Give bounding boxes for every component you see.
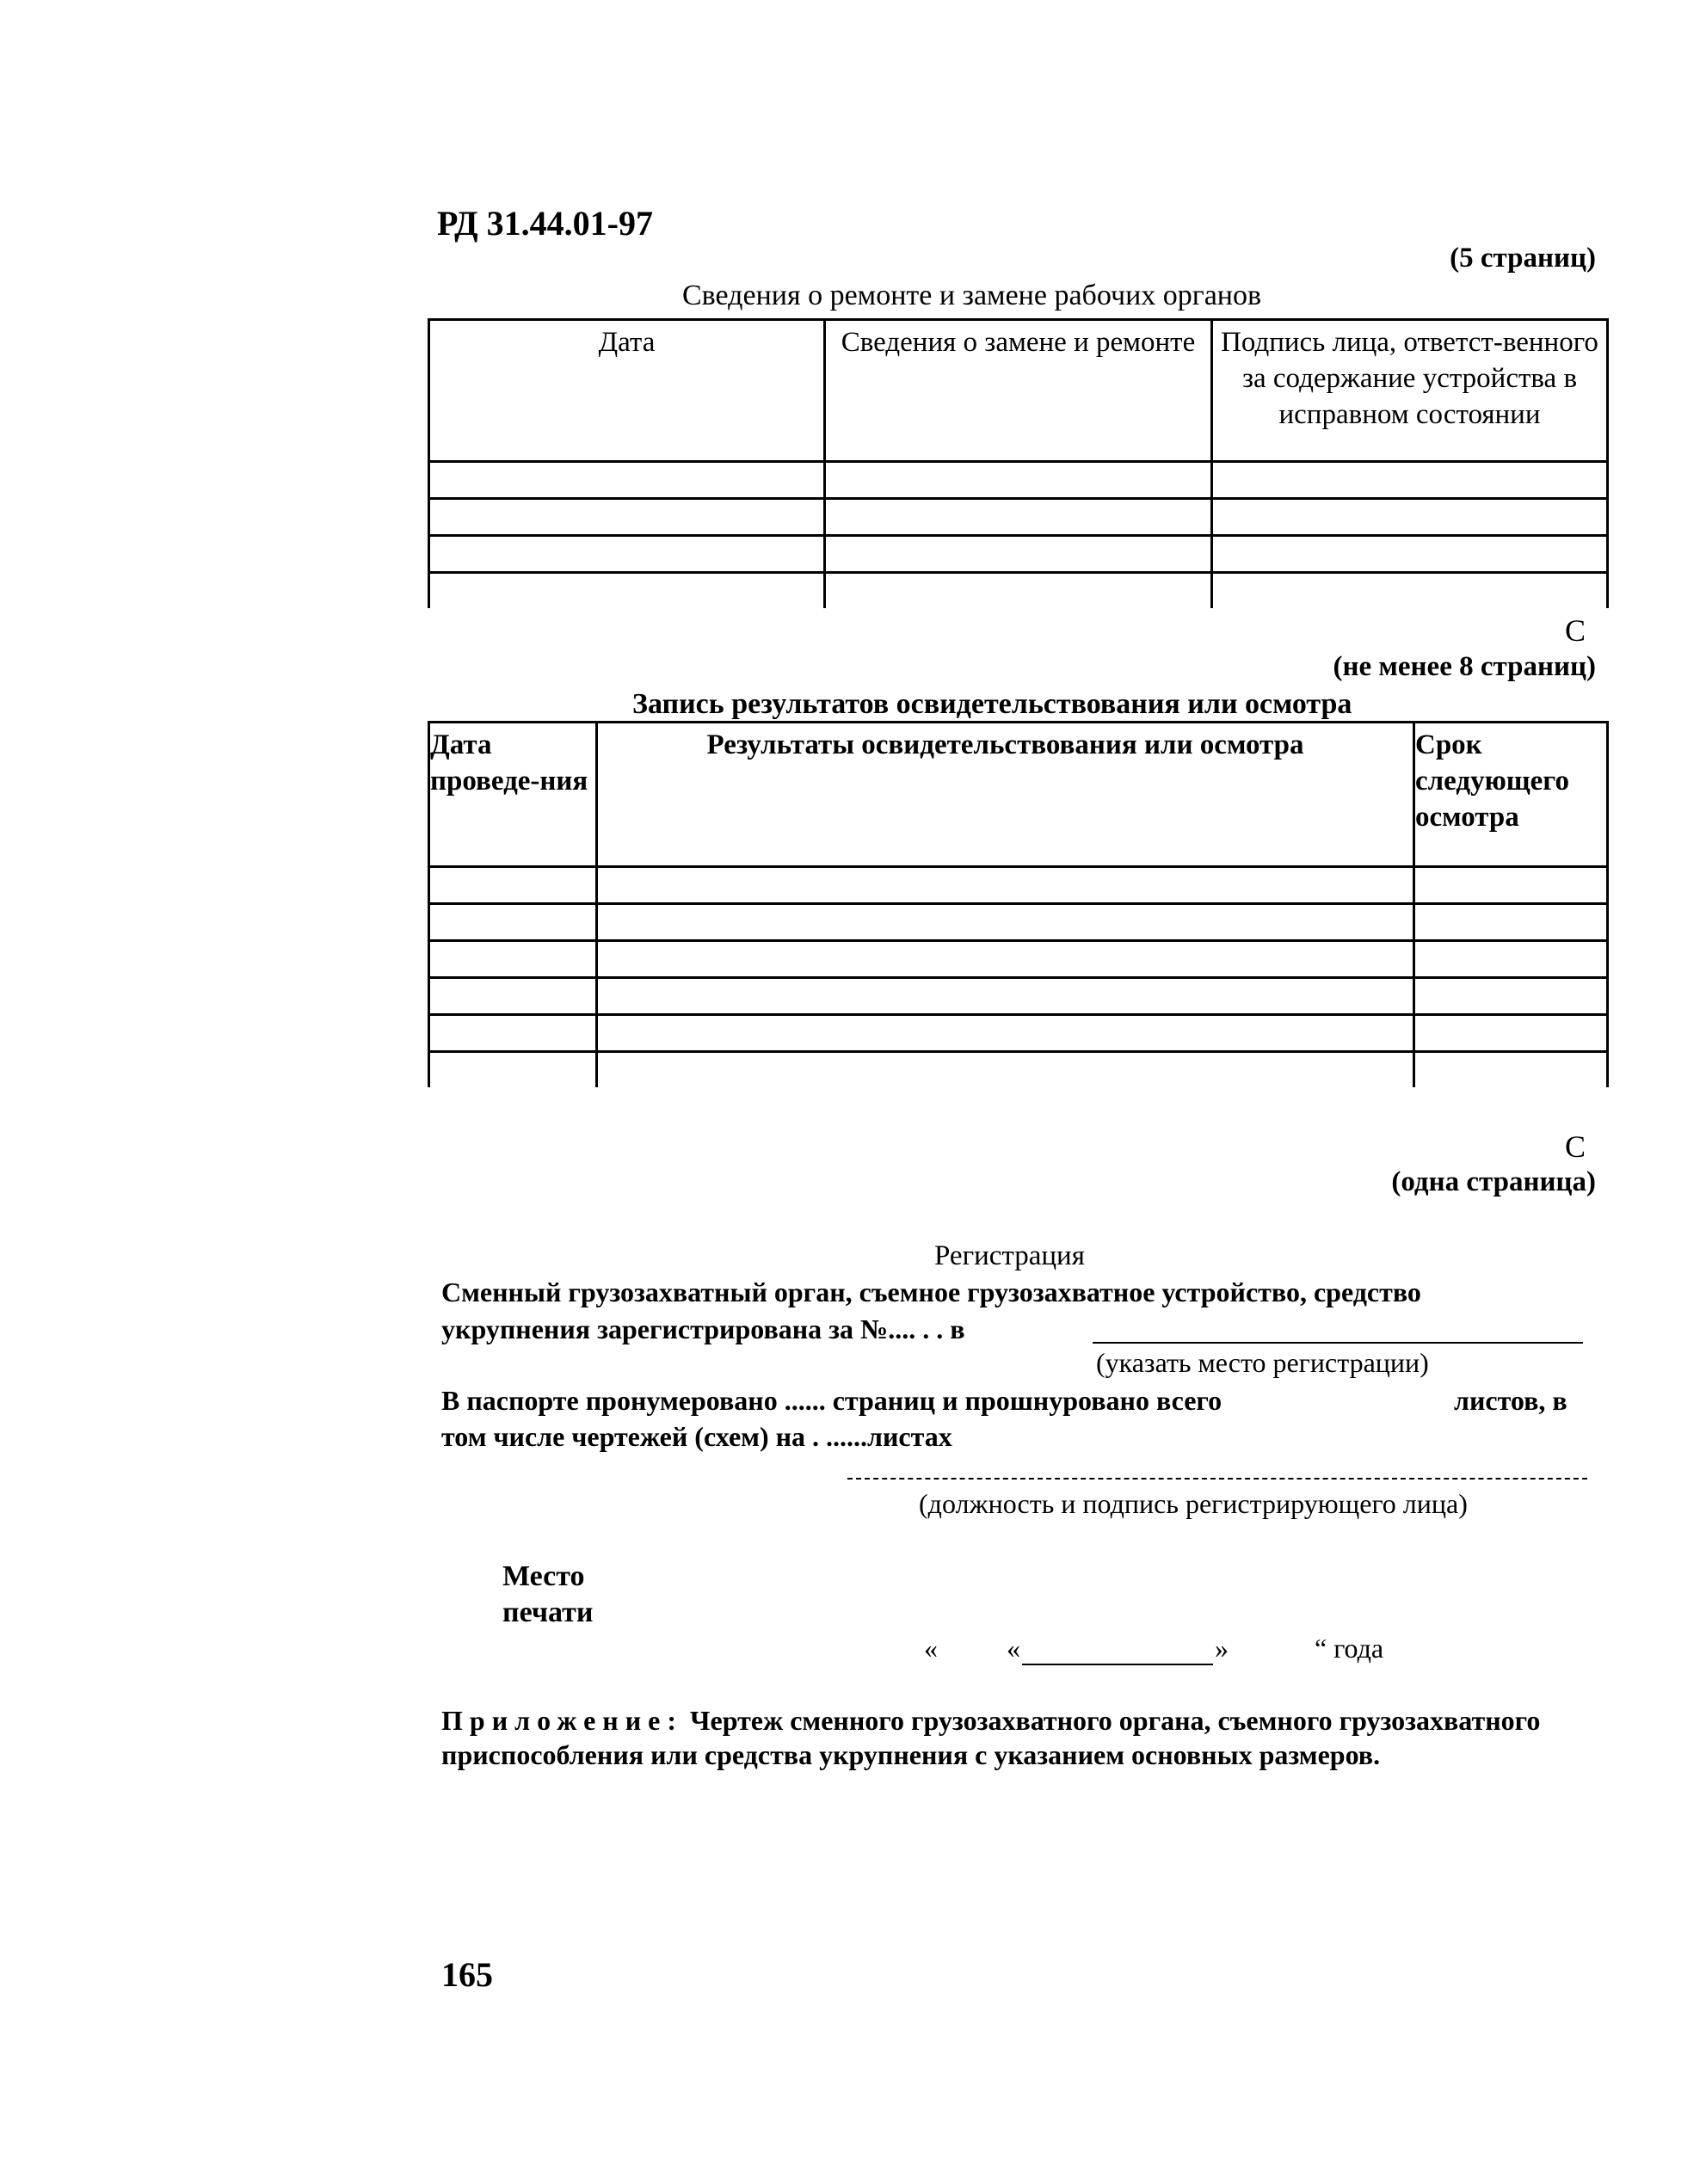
registration-pages-note: (одна страница) [1391, 1166, 1596, 1197]
date-year-label: “ года [1315, 1633, 1384, 1664]
document-code: РД 31.44.01-97 [437, 204, 653, 243]
registrar-signature-hint: (должность и подпись регистрирующего лица) [919, 1488, 1468, 1519]
registration-line-3: В паспорте пронумеровано ...... страниц и прошнуровано всего [441, 1385, 1223, 1416]
table-row [429, 1052, 1608, 1088]
registration-line-1: Сменный грузозахватный орган, съемное грузозахватное устройство, средство [441, 1277, 1421, 1307]
column-header-inspection-results: Результаты освидетельствования или осмотра [597, 723, 1414, 867]
registrar-signature-field[interactable] [847, 1478, 1587, 1480]
date-open-quote: « [924, 1633, 938, 1664]
repairs-table [428, 318, 1609, 608]
column-header-responsible-signature: Подпись лица, ответст-венного за содержание устройства в исправном состоянии [1212, 320, 1608, 462]
inspection-pages-note: (не менее 8 страниц) [1333, 651, 1596, 682]
registration-annex-letter: C [1564, 1129, 1586, 1164]
appendix-label: Приложение: [441, 1705, 683, 1736]
table-row [429, 499, 1608, 536]
date-close-quote: » [1215, 1633, 1229, 1664]
column-header-next-inspection: Срок следующего осмотра [1414, 723, 1608, 867]
table-row [429, 867, 1608, 904]
date-open-quote-2: « [1007, 1633, 1020, 1664]
table-row [429, 978, 1608, 1015]
table-row [429, 462, 1608, 499]
repairs-pages-note: (5 страниц) [1450, 243, 1596, 274]
appendix-text: Чертеж сменного грузозахватного органа, съемного грузозахватного приспособления или средства укрупнения с указанием основных размеров. [441, 1705, 1541, 1770]
table-row [429, 904, 1608, 941]
table-row [429, 1015, 1608, 1052]
table-row [429, 536, 1608, 573]
date-month-field[interactable] [1022, 1664, 1213, 1665]
stamp-place-label: Место [502, 1560, 585, 1592]
registration-place-hint: (указать место регистрации) [1096, 1347, 1429, 1378]
column-header-date: Дата [429, 320, 825, 462]
stamp-place-label-2: печати [502, 1596, 594, 1628]
registration-title: Регистрация [934, 1240, 1085, 1271]
table-row [429, 941, 1608, 978]
repairs-table-title: Сведения о ремонте и замене рабочих органов [682, 280, 1262, 311]
appendix-note [441, 1703, 1560, 1772]
inspection-table [428, 721, 1609, 1087]
page-number: 165 [441, 1955, 493, 1994]
registration-line-2: укрупнения зарегистрирована за №.... . . в [441, 1313, 965, 1344]
registration-place-field[interactable] [1093, 1342, 1583, 1344]
registration-line-3-end: листов, в [1454, 1385, 1567, 1416]
inspection-annex-letter: C [1564, 613, 1586, 648]
column-header-repair-info: Сведения о замене и ремонте [825, 320, 1212, 462]
column-header-inspection-date: Дата проведе-ния [429, 723, 597, 867]
inspection-table-title: Запись результатов освидетельствования или осмотра [632, 688, 1352, 720]
table-row [429, 573, 1608, 609]
registration-line-4: том числе чертежей (схем) на . ......листах [441, 1421, 952, 1452]
